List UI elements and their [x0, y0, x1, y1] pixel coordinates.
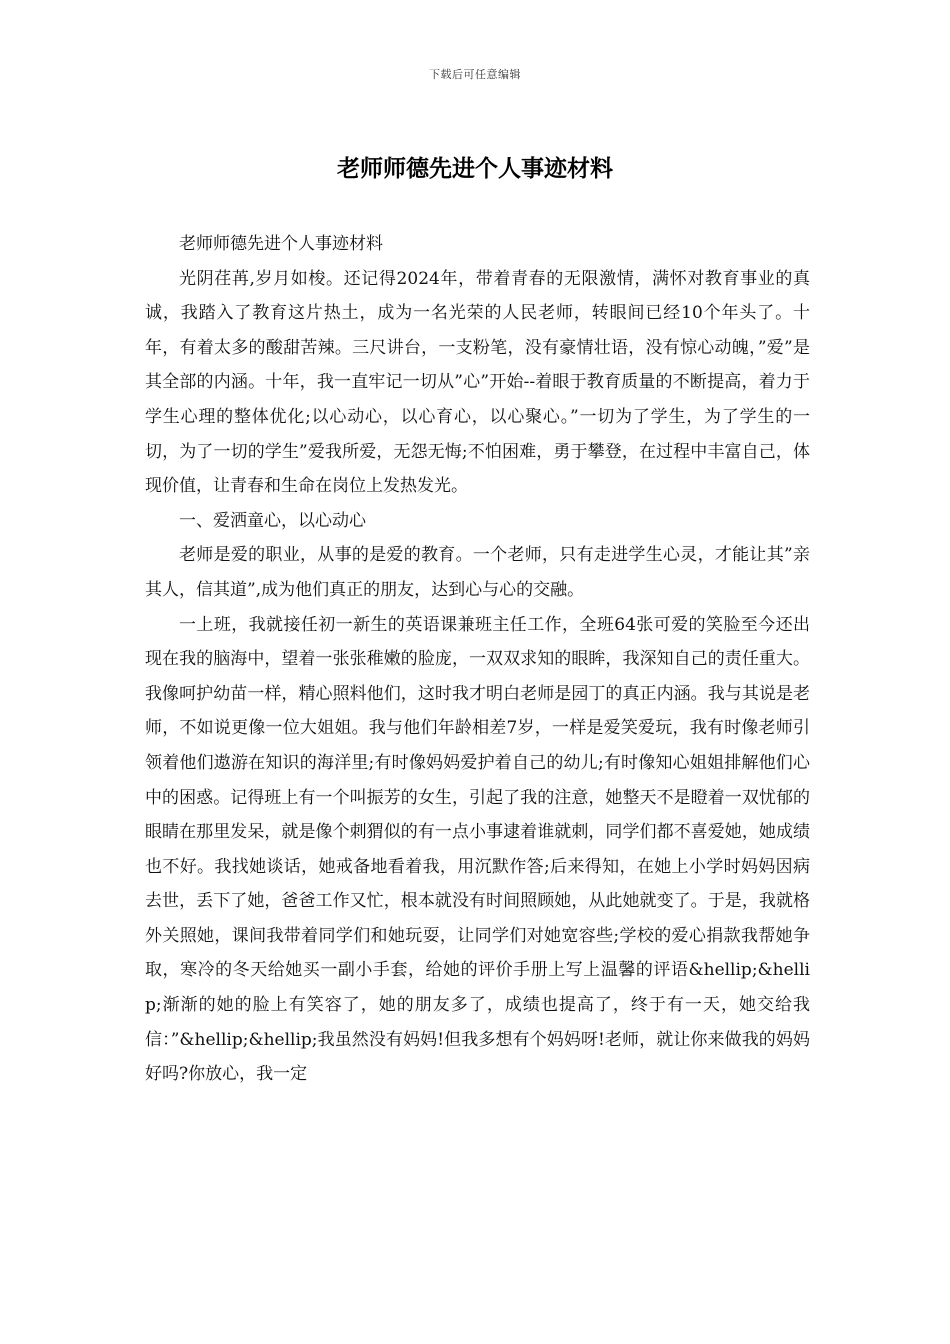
paragraph-love-profession: 老师是爱的职业，从事的是爱的教育。一个老师，只有走进学生心灵，才能让其”亲其人，信其道”,成为他们真正的朋友，达到心与心的交融。 — [145, 545, 810, 600]
paragraph-story: 一上班，我就接任初一新生的英语课兼班主任工作，全班64张可爱的笑脸至今还出现在我的脑海中，望着一张张稚嫩的脸庞，一双双求知的眼眸，我深知自己的责任重大。我像呵护幼苗一样，精心照料他们，这时我才明白老师是园丁的真正内涵。我与其说是老师，不如说更像一位大姐姐。我与他们年龄相差7岁，一样是爱笑爱玩，我有时像老师引领着他们遨游在知识的海洋里;有时像妈妈爱护着自己的幼儿;有时像知心姐姐排解他们心中的困惑。记得班上有一个叫振芳的女生，引起了我的注意，她整天不是瞪着一双忧郁的眼睛在那里发呆，就是像个刺猬似的有一点小事逮着谁就刺，同学们都不喜爱她，她成绩也不好。我找她谈话，她戒备地看着我，用沉默作答;后来得知，在她上小学时妈妈因病去世，丢下了她，爸爸工作又忙，根本就没有时间照顾她，从此她就变了。于是，我就格外关照她，课间我带着同学们和她玩耍，让同学们对她宽容些;学校的爱心捐款我帮她争取，寒冷的冬天给她买一副小手套，给她的评价手册上写上温馨的评语&hellip;&hellip;渐渐的她的脸上有笑容了，她的朋友多了，成绩也提高了，终于有一天，她交给我信：”&hellip;&hellip;我虽然没有妈妈!但我多想有个妈妈呀!老师，就让你来做我的妈妈好吗?你放心，我一定 — [145, 614, 810, 1085]
paragraph-subtitle: 老师师德先进个人事迹材料 — [179, 234, 383, 254]
paragraph-intro: 光阴荏苒,岁月如梭。还记得2024年，带着青春的无限激情，满怀对教育事业的真诚，我踏入了教育这片热土，成为一名光荣的人民老师，转眼间已经10个年头了。十年，有着太多的酸甜苦辣。三尺讲台，一支粉笔，没有豪情壮语，没有惊心动魄，”爱”是其全部的内涵。十年，我一直牢记一切从”心”开始--着眼于教育质量的不断提高，着力于学生心理的整体优化;以心动心，以心育心，以心聚心。”一切为了学生，为了学生的一切，为了一切的学生”爱我所爱，无怨无悔;不怕困难，勇于攀登，在过程中丰富自己，体现价值，让青春和生命在岗位上发热发光。 — [145, 268, 810, 497]
document-body — [145, 227, 810, 1092]
document-title: 老师师德先进个人事迹材料 — [337, 155, 613, 182]
section-heading-1: 一、爱洒童心，以心动心 — [179, 510, 366, 531]
header-note: 下载后可任意编辑 — [429, 68, 521, 81]
